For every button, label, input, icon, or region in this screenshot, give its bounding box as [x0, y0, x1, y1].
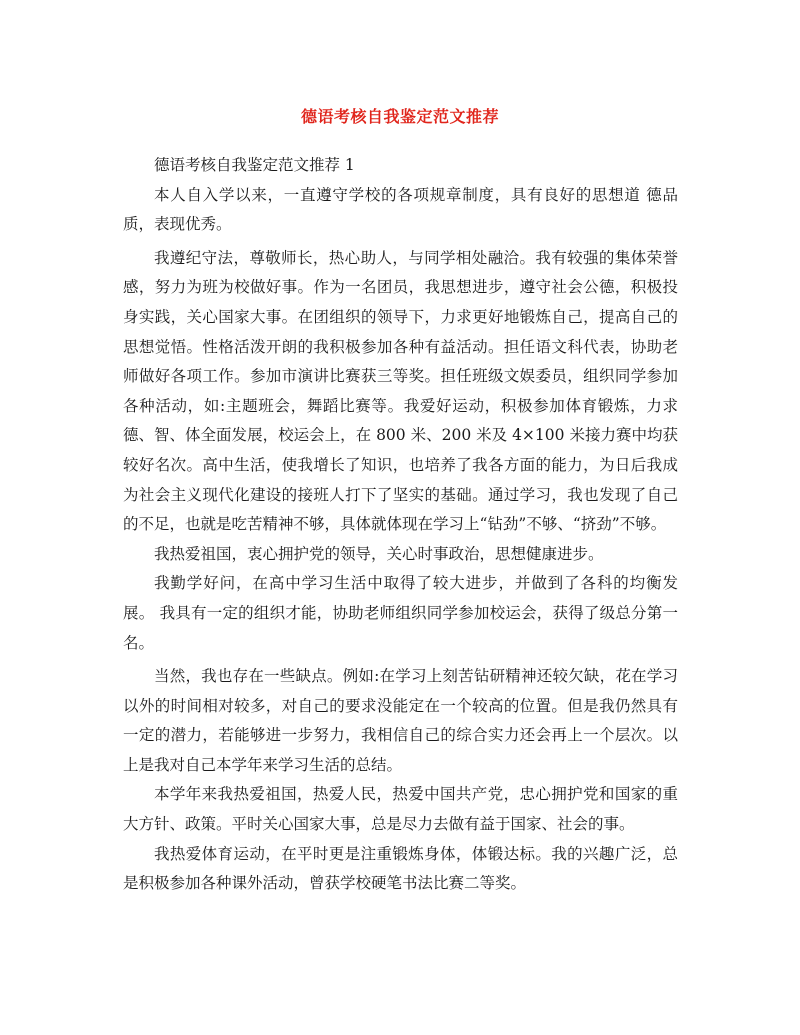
- paragraph-2: 我遵纪守法，尊敬师长，热心助人，与同学相处融洽。我有较强的集体荣誉感，努力为班为校做好事。作为一名团员，我思想进步，遵守社会公德，积极投身实践，关心国家大事。在团组织的领导下，力求更好地锻炼自己，提高自己的思想觉悟。性格活泼开朗的我积极参加各种有益活动。担任语文科代表，协助老师做好各项工作。参加市演讲比赛获三等奖。担任班级文娱委员，组织同学参加各种活动，如:主题班会，舞蹈比赛等。我爱好运动，积极参加体育锻炼，力求德、智、体全面发展，校运会上，在 800 米、200 米及 4×100 米接力赛中均获较好名次。高中生活，使我增长了知识，也培养了我各方面的能力，为日后我成为社会主义现代化建设的接班人打下了坚实的基础。通过学习，我也发现了自己的不足，也就是吃苦精神不够，具体就体现在学习上“钻劲”不够、“挤劲”不够。: [123, 248, 678, 534]
- document-title: 德语考核自我鉴定范文推荐: [300, 107, 499, 126]
- paragraph-7: 我热爱体育运动，在平时更是注重锻炼身体，体锻达标。我的兴趣广泛，总是积极参加各种课外活动，曾获学校硬笔书法比赛二等奖。: [123, 844, 678, 893]
- section-heading: 德语考核自我鉴定范文推荐 1: [154, 156, 355, 174]
- document-body: [123, 151, 678, 899]
- paragraph-3: 我热爱祖国，衷心拥护党的领导，关心时事政治，思想健康进步。: [154, 544, 604, 563]
- paragraph-1: 本人自入学以来，一直遵守学校的各项规章制度，具有良好的思想道 德品质，表现优秀。: [123, 185, 678, 234]
- paragraph-4: 我勤学好问，在高中学习生活中取得了较大进步，并做到了各科的均衡发展。 我具有一定的组织才能，协助老师组织同学参加校运会，获得了级总分第一名。: [123, 574, 678, 652]
- paragraph-5: 当然，我也存在一些缺点。例如:在学习上刻苦钻研精神还较欠缺，花在学习以外的时间相对较多，对自己的要求没能定在一个较高的位置。但是我仍然具有一定的潜力，若能够进一步努力，我相信自己的综合实力还会再上一个层次。以上是我对自己本学年来学习生活的总结。: [123, 667, 678, 774]
- paragraph-6: 本学年来我热爱祖国，热爱人民，热爱中国共产党，忠心拥护党和国家的重大方针、政策。平时关心国家大事，总是尽力去做有益于国家、社会的事。: [123, 785, 678, 834]
